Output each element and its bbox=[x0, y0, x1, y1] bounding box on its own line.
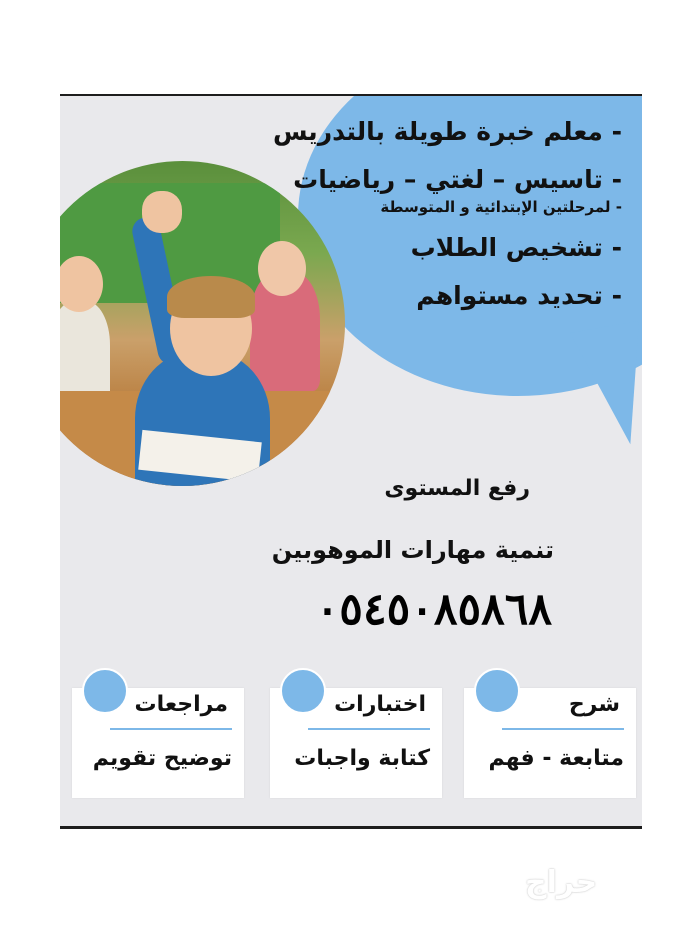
card-subtitle: توضيح تقويم bbox=[92, 746, 232, 771]
bullet-level: - تحديد مستواهم bbox=[416, 281, 622, 310]
card-explanation bbox=[464, 688, 636, 798]
bullet-stages: - لمرحلتين الإبتدائية و المتوسطة bbox=[380, 198, 622, 216]
bottom-border bbox=[60, 826, 642, 829]
services-list bbox=[273, 108, 622, 320]
card-reviews bbox=[72, 688, 244, 798]
card-title: شرح bbox=[568, 692, 620, 717]
bullet-diagnosis: - تشخيص الطلاب bbox=[410, 233, 622, 262]
bullet-subjects: - تاسيس – لغتي – رياضيات bbox=[293, 165, 622, 194]
raise-level-text: رفع المستوى bbox=[384, 476, 530, 501]
tutor-flyer bbox=[60, 96, 642, 828]
card-underline bbox=[110, 728, 232, 730]
card-dot-icon bbox=[474, 668, 520, 714]
card-tests bbox=[270, 688, 442, 798]
card-subtitle: كتابة واجبات bbox=[294, 746, 430, 771]
card-dot-icon bbox=[280, 668, 326, 714]
gifted-skills-text: تنمية مهارات الموهوبين bbox=[271, 536, 554, 564]
card-title: مراجعات bbox=[134, 692, 228, 717]
bullet-experience: - معلم خبرة طويلة بالتدريس bbox=[272, 117, 622, 146]
card-underline bbox=[502, 728, 624, 730]
card-underline bbox=[308, 728, 430, 730]
card-dot-icon bbox=[82, 668, 128, 714]
card-title: اختبارات bbox=[334, 692, 426, 717]
speech-bubble-tail bbox=[570, 321, 642, 451]
card-subtitle: متابعة - فهم bbox=[488, 746, 624, 771]
phone-number: ٠٥٤٥٠٨٥٨٦٨ bbox=[315, 584, 552, 635]
haraj-watermark-logo: حراج bbox=[525, 865, 598, 900]
